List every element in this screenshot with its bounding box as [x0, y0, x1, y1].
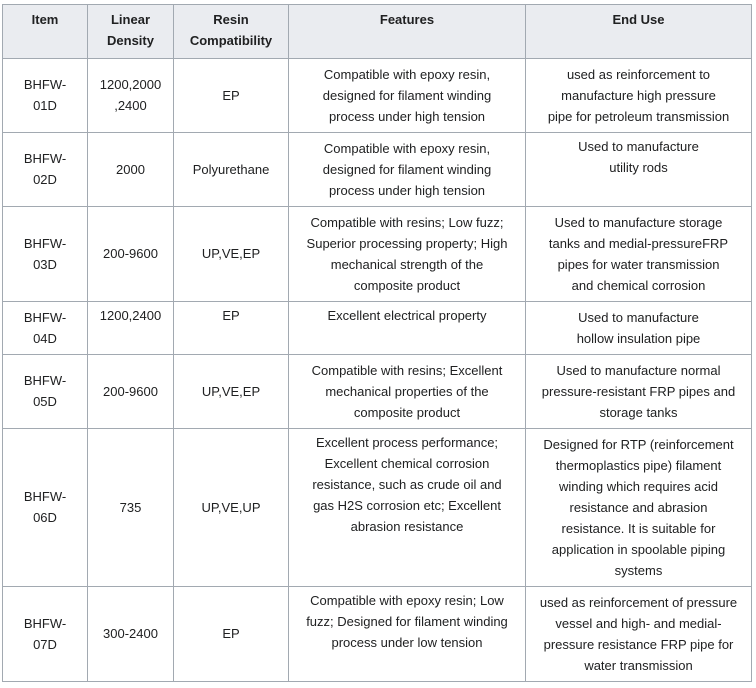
cell-linear-density: 200-9600: [88, 207, 174, 302]
cell-features: Compatible with resins; Low fuzz; Superior processing property; High mechanical strength of the composite product: [289, 207, 526, 302]
cell-resin: EP: [174, 59, 289, 133]
cell-resin: UP,VE,UP: [174, 429, 289, 587]
table-header: [3, 5, 752, 59]
cell-resin: UP,VE,EP: [174, 207, 289, 302]
header-row: [3, 5, 752, 59]
cell-item: BHFW- 03D: [3, 207, 88, 302]
cell-end-use: Used to manufacture storage tanks and medial-pressureFRP pipes for water transmission and chemical corrosion: [526, 207, 752, 302]
cell-end-use: Used to manufacture normal pressure-resistant FRP pipes and storage tanks: [526, 355, 752, 429]
cell-features: Compatible with epoxy resin; Low fuzz; Designed for filament winding process under low tension: [289, 587, 526, 682]
cell-end-use: Used to manufacture hollow insulation pipe: [526, 302, 752, 355]
cell-end-use: Used to manufacture utility rods: [526, 133, 752, 207]
cell-linear-density: 735: [88, 429, 174, 587]
table-body: [3, 59, 752, 682]
header-features: Features: [289, 5, 526, 59]
header-end-use: End Use: [526, 5, 752, 59]
header-resin-compatibility: Resin Compatibility: [174, 5, 289, 59]
table-row: [3, 133, 752, 207]
cell-linear-density: 1200,2400: [88, 302, 174, 355]
cell-resin: EP: [174, 302, 289, 355]
cell-end-use: used as reinforcement to manufacture high pressure pipe for petroleum transmission: [526, 59, 752, 133]
cell-item: BHFW- 07D: [3, 587, 88, 682]
header-linear-density: Linear Density: [88, 5, 174, 59]
cell-linear-density: 300-2400: [88, 587, 174, 682]
cell-linear-density: 2000: [88, 133, 174, 207]
cell-resin: EP: [174, 587, 289, 682]
table-row: [3, 587, 752, 682]
cell-end-use: used as reinforcement of pressure vessel and high- and medial- pressure resistance FRP pipe for water transmission: [526, 587, 752, 682]
table-row: [3, 59, 752, 133]
cell-features: Excellent electrical property: [289, 302, 526, 355]
cell-features: Compatible with epoxy resin, designed for filament winding process under high tension: [289, 133, 526, 207]
cell-item: BHFW- 04D: [3, 302, 88, 355]
header-item: Item: [3, 5, 88, 59]
cell-item: BHFW- 06D: [3, 429, 88, 587]
table-row: [3, 207, 752, 302]
cell-end-use: Designed for RTP (reinforcement thermoplastics pipe) filament winding which requires acid resistance and abrasion resistance. It is suitable for application in spoolable piping systems: [526, 429, 752, 587]
cell-resin: Polyurethane: [174, 133, 289, 207]
cell-resin: UP,VE,EP: [174, 355, 289, 429]
cell-linear-density: 1200,2000 ,2400: [88, 59, 174, 133]
cell-item: BHFW- 01D: [3, 59, 88, 133]
cell-item: BHFW- 02D: [3, 133, 88, 207]
table-row: [3, 355, 752, 429]
table-row: [3, 429, 752, 587]
cell-linear-density: 200-9600: [88, 355, 174, 429]
table-row: [3, 302, 752, 355]
cell-features: Compatible with epoxy resin, designed for filament winding process under high tension: [289, 59, 526, 133]
cell-features: Excellent process performance; Excellent chemical corrosion resistance, such as crude oil and gas H2S corrosion etc; Excellent abrasion resistance: [289, 429, 526, 587]
cell-item: BHFW- 05D: [3, 355, 88, 429]
cell-features: Compatible with resins; Excellent mechanical properties of the composite product: [289, 355, 526, 429]
product-spec-table: [2, 4, 752, 682]
